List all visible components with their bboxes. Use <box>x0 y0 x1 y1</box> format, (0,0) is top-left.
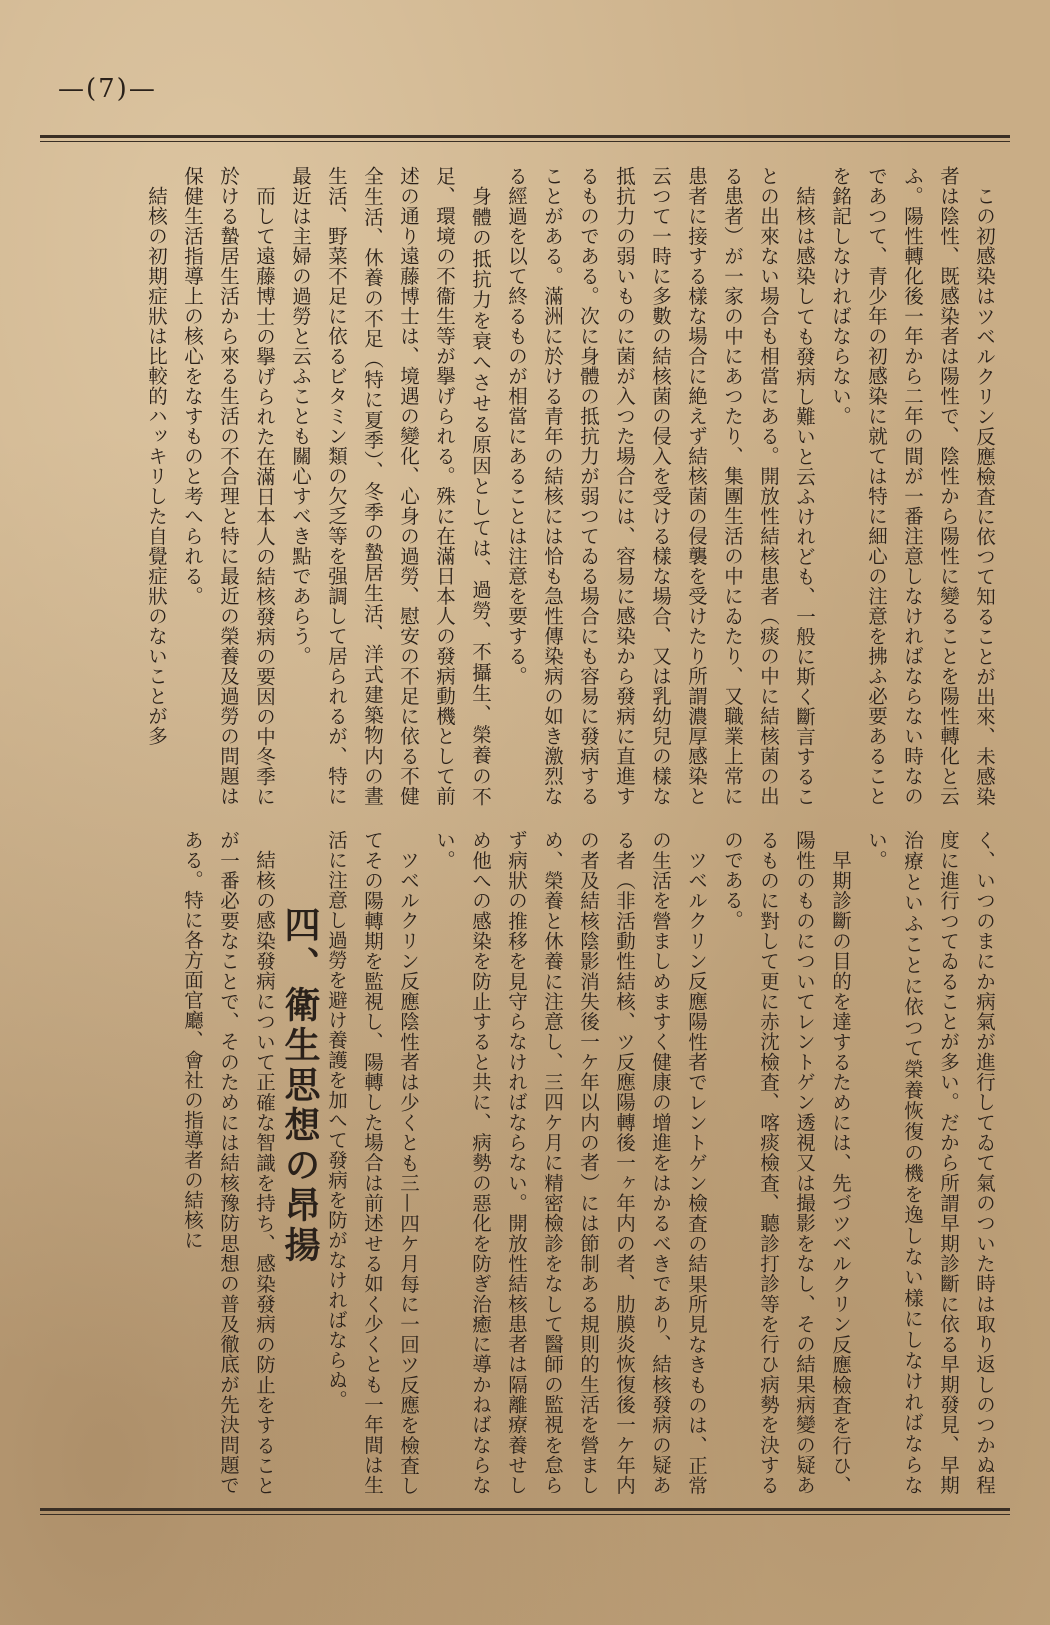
paragraph: この初感染はツベルクリン反應檢査に依つて知ることが出來、未感染者は陰性、既感染者は陽性で、陰性から陽性に變ることを陽性轉化と云ふ。陽性轉化後一年から二年の間が一番注意しなければならない時なのであつて、青少年の初感染に就ては特に細心の注意を拂ふ必要あることを銘記しなければならない。 <box>829 166 996 806</box>
paragraph: 早期診斷の目的を達するためには、先づツベルクリン反應檢査を行ひ、陽性のものについてレントゲン透視又は撮影をなし、その結果病變の疑あるものに對して更に赤沈檢査、喀痰檢査、聽診打診等を行ひ病勢を決するのである。 <box>721 830 852 1495</box>
paragraph: ツベルクリン反應陰性者は少くとも三—四ケ月每に一回ツ反應を檢査してその陽轉期を監視し、陽轉した場合は前述せる如く少くとも一年間は生活に注意し過勞を避け養護を加へて發病を防がなければならぬ。 <box>325 830 420 1495</box>
paragraph: 結核は感染しても發病し難いと云ふけれども、一般に斯く斷言することの出來ない場合も相當にある。開放性結核患者（痰の中に結核菌の出る患者）が一家の中にあつたり、集團生活の中にゐたり、又職業上常に患者に接する樣な場合に絶えず結核菌の侵襲を受けたり所謂濃厚感染と云つて一時に多數の結核菌の侵入を受ける樣な場合、又は乳幼兒の樣な抵抗力の弱いものに菌が入つた場合には、容易に感染から發病に直進するものである。次に身體の抵抗力が弱つてゐる場合にも容易に發病することがある。滿洲に於ける青年の結核には恰も急性傳染病の如き激烈なる經過を以て終るものが相當にあることは注意を要する。 <box>505 166 816 806</box>
paragraph: ツベルクリン反應陽性者でレントゲン檢査の結果所見なきものは、正常の生活を營ましめますく健康の增進をはかるべきであり、結核發病の疑ある者（非活動性結核、ツ反應陽轉後一ヶ年内の者、肋膜炎恢復後一ケ年内の者及結核陰影消失後一ケ年以内の者）には節制ある規則的生活を營ましめ、榮養と休養に注意し、三四ケ月に精密檢診をなして醫師の監視を怠らず病狀の推移を見守らなければならない。開放性結核患者は隔離療養せしめ他への感染を防止すると共に、病勢の惡化を防ぎ治癒に導かねばならない。 <box>433 830 708 1495</box>
lower-text-block <box>47 830 1002 1495</box>
paragraph: 結核の感染發病について正確な智識を持ち、感染發病の防止をすることが一番必要なことで、そのためには結核豫防思想の普及徹底が先決問題である。特に各方面官廳、會社の指導者の結核に <box>181 830 276 1495</box>
paragraph: く、いつのまにか病氣が進行してゐて氣のついた時は取り返しのつかぬ程度に進行つてゐることが多い。だから所謂早期診斷に依る早期發見、早期治療といふことに依つて榮養恢復の機を逸しない樣にしなければならない。 <box>865 830 996 1496</box>
bottom-rule <box>40 1508 1010 1511</box>
upper-text-block <box>47 166 1002 806</box>
paragraph: 結核の初期症狀は比較的ハッキリした自覺症狀のないことが多 <box>145 185 168 746</box>
paragraph: 而して遠藤博士の擧げられた在滿日本人の結核發病の要因の中冬季に於ける蟄居生活から來る生活の不合理と特に最近の榮養及過勞の問題は保健生活指導上の核心をなすものと考へられる。 <box>181 166 276 806</box>
page-number: —(7)— <box>58 74 157 104</box>
paragraph: 身體の抵抗力を衰へさせる原因としては、過勞、不攝生、榮養の不足、環境の不衞生等が擧げられる。殊に在滿日本人の發病動機として前述の通り遠藤博士は、境遇の變化、心身の過勞、慰安の不足に依る不健全生活、休養の不足（特に夏季）、冬季の蟄居生活、洋式建築物内の晝生活、野菜不足に依るビタミン類の欠乏等を强調して居られるが、特に最近は主婦の過勞と云ふことも關心すべき點であらう。 <box>289 166 492 806</box>
section-heading: 四、衛生思想の昂揚 <box>279 906 321 1266</box>
top-rule <box>40 135 1010 138</box>
